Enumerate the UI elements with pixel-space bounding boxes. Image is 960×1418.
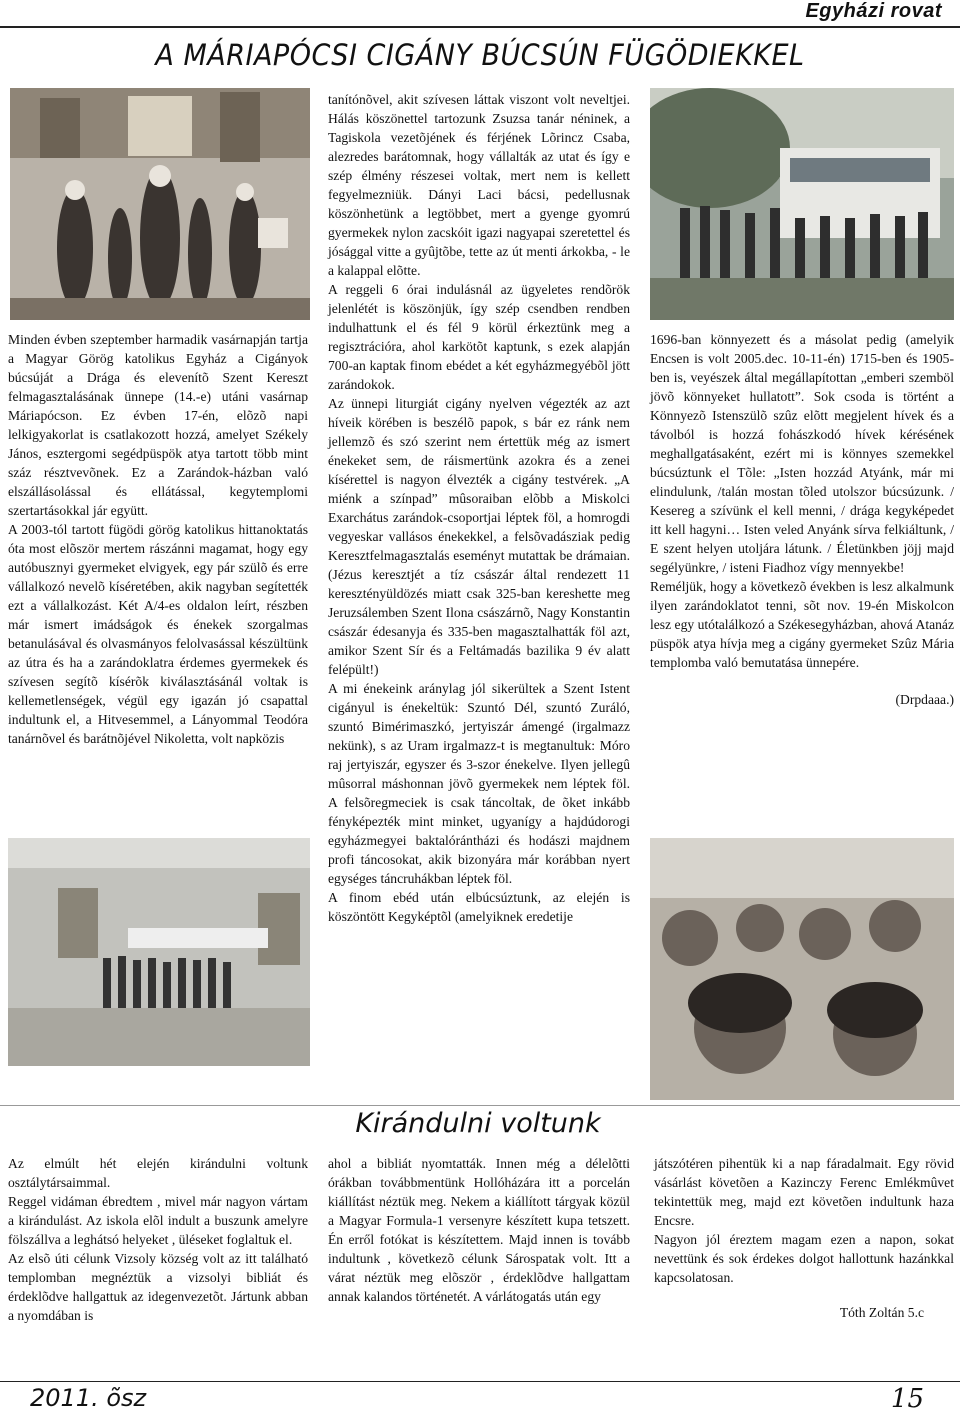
article1-col3-paragraph: Reméljük, hogy a következõ években is lesz alkalmunk ilyen zarándoklatot tenni, sõt nov. 19-én Miskolcon lesz egy utótalálkozó a Székesegyházban, ahová Atanáz püspök atya hívja meg a cigány gyermeket Szûz Mária templomba való bemutatása ünnepére. — [650, 579, 954, 670]
article1-signature: (Drpdaaa.) — [895, 692, 954, 707]
article2-col1-paragraph: Az elsõ úti célunk Vizsoly község volt az itt található templomban megnéztük a vizsolyi bibliát és érdeklõdve hallgattuk az idegenvezetõt. Jártunk abban a nyomdában is — [8, 1251, 308, 1323]
article2-column1 — [8, 1154, 308, 1325]
section-label: Egyházi rovat — [805, 0, 942, 22]
article2-column3 — [654, 1154, 954, 1322]
article2-column2 — [328, 1154, 630, 1306]
article2-col2-paragraph: ahol a bibliát nyomtatták. Innen még a délelõtti órákban továbbmentünk Hollóházára itt a porcelán kiállítást néztük meg. Nekem a kiállított tárgyak közül a Magyar Formula-1 versenyre készített kupa tetszett. Én erről fotókat is készítettem. Majd innen is tovább indultunk , következõ célunk Sárospatak volt. Itt a várat néztük meg elõször , érdeklõdve hallgattam annak kalandos történetét. A várlátogatás után egy — [328, 1156, 630, 1304]
children-photo — [650, 838, 954, 1100]
article2-col1-paragraph: Az elmúlt hét elején kirándulni voltunk osztálytársaimmal. — [8, 1156, 308, 1190]
article1-col3-paragraph: 1696-ban könnyezett és a másolat pedig (amelyik Encsen is volt 2005.dec. 10-11-én) 1715-ben és 1905-ben is, veyészek által megállapítottan „emberi szemböl jövõ könnyeket hullatott”. Sok csoda is történt a Könnyezõ Istenszülõ szûz elõtt megjelent hívek és a távolból is hozzá fohászkodó hívek kérésének meghallgatásaként, ezért mi is könnyes szemekkel búcsúztunk el Tõle: „Isten hozzád Atyánk, már mi elindulunk, /talán mostan tõled utolszor búcsúzunk. / Kesereg a szívünk el kell menni, / drága kegyképedet itt kell hagyni… Isten veled Anyánk sírva felkiáltunk, / E szent helyen utoljára látunk. / Életünkben jöjj majd segélyünkre, / isteni Fiadhoz vígy mennyekbe! — [650, 332, 954, 575]
courtyard-image — [8, 838, 310, 1066]
section-divider — [0, 1105, 960, 1106]
article1-column1 — [8, 330, 308, 748]
article1-col2-paragraph: A mi énekeink aránylag jól sikerültek a Szent Istent cigányul is énekeltük: Szuntó Dél, szuntó Zuráló, szuntó Bimérimaszkó, jertyiszár ámengé (irgalmazz nekünk), s az Uram irgalmazz-t is megtanultuk: Móro raj jertyiszár, egyszer és 3-szor énekelve. Ilyen jellegû mûsorral máshonnan jövõ gyermekek nem léptek föl. A felsõregmeciek is csak táncoltak, de õket inkább fényképezték mint minket, ugyanígy a hajdúdorogi egyházmegyei baktalórántházi és hodászi majdnem profi táncosokat, akik bizonyára már korábban nyert egységes táncruhákban léptek föl. — [328, 681, 630, 886]
article1-col1-paragraph: A 2003-tól tartott fügödi görög katolikus hittanoktatás óta most elõször mertem rászánni magamat, hogy egy autóbusznyi gyermeket elvigyek, egy pár szülõ és erre vállalkozó nevelõ kíséretében, akik nagyban segítették ezt a vállalkozást. Két A/4-es oldalon leírt, részben már ismert imádságok és énekek szorgalmas betanulásával és olvasmányos felolvasással készültünk az útra és ha a zarándoklatra érdemes gyermekek és szívesen segítõ kísérõk kiválasztásánál voltak is kellemetlenségek, végül egy igazán jó csapattal indultunk el, a Hitvesemmel, a Lányommal Teodóra tanárnõvel és barátnõjével Nikoletta, volt napközis — [8, 522, 308, 746]
footer-divider — [0, 1381, 960, 1382]
church-interior-photo — [10, 88, 310, 320]
group-bus-image — [650, 88, 954, 320]
article1-col2-paragraph: Az ünnepi liturgiát cigány nyelven végezték az azt híveik körében is beszélõ papok, s bár ez ránk nem jellemzõ és szó szerint nem értettük még az ismert énekeket sem, de ráismertünk azokra és a zenei kísérettel is nagyon élvezték a cigány testvérek. „A miénk a színpad” mûsoraiban elõbb a Miskolci Exarchátus zarándok-csoportjai léptek föl, a homrogdi vegyeskar vallásos énekekkel, a felsõvadásziak pedig Keresztfelmagasztalás eseményt mutattak be drámaian. (Jézus keresztjét a tíz császár által rendezett 11 keresztényüldözés miatt csak 325-ban kereshette meg Jeruzsálemben Szent Ilona császárnõ, Nagy Konstantin császár édesanyja és 335-ben magasztalhatták föl azt, amikor Szent Sír és a Feltámadás bazilika 9 év alatt felépült!) — [328, 396, 630, 677]
article2-col3-paragraph: játszótéren pihentük ki a nap fáradalmait. Egy rövid vásárlást követõen a Kazinczy Ferenc Emlékmûvet tekintettük meg, majd ezt követõen indultunk haza Encsre. — [654, 1156, 954, 1228]
article1-col2-paragraph: A finom ebéd után elbúcsúztunk, az elején is köszöntött Kegyképtõl (amelyiknek eredetije — [328, 890, 630, 924]
article1-column3 — [650, 330, 954, 709]
article1-col1-paragraph: Minden évben szeptember harmadik vasárnapján tartja a Magyar Görög katolikus Egyház a Cigányok búcsúját a Drága és elevenítõ Szent Kereszt felmagasztalásának ünnepe (14.-e) utáni vasárnap Máriapócson. Ez évben 17-én, elõzõ napi lelkigyakorlat is csatlakozott hozzá, amelyet Székely János, esztergomi segédpüspök atya tartott több mint száz résztvevõnek. Ez a Zarándok-házban való elszállásolással és ellátással, kegytemplomi szertartásokkal jár együtt. — [8, 332, 308, 518]
article-title: A MÁRIAPÓCSI CIGÁNY BÚCSÚN FÜGÖDIEKKEL — [155, 38, 805, 73]
church-interior-image — [10, 88, 310, 320]
page-number: 15 — [890, 1384, 924, 1414]
children-image — [650, 838, 954, 1100]
group-bus-photo — [650, 88, 954, 320]
article2-col3-paragraph: Nagyon jól éreztem magam ezen a napon, sokat nevettünk és sok érdekes dolgot hallottunk hazánkkal kapcsolatosan. — [654, 1232, 954, 1285]
article1-column2 — [328, 90, 630, 926]
top-divider — [0, 26, 960, 28]
article1-col2-paragraph: tanítónõvel, akit szívesen láttak viszont volt neveltjei. Hálás köszönettel tartozunk Zsuzsa tanár néninek, a Tagiskola vezetõjének és férjének Lõrincz Csaba, alezredes barátomnak, hogy vállalták az utat és így e szép élmény részesei voltak, mert nem is kellett fegyelmezniük. Dányi Laci bácsi, pedellusnak köszönhetünk a legtöbbet, mert a gyenge gyomrú gyermekek nylon zacskóit igazi nagyapai szeretettel és jósággal vitte a gyûjtõbe, tette az út menti árkokba, - le a kalappal elõtte. — [328, 92, 630, 278]
article2-col1-paragraph: Reggel vidáman ébredtem , mivel már nagyon vártam a kirándulást. Az iskola elõl indult a buszunk amelyre fölszállva a leghátsó helyeket , üléseket foglaltuk el. — [8, 1194, 308, 1247]
article2-title: Kirándulni voltunk — [355, 1108, 601, 1139]
courtyard-photo — [8, 838, 310, 1066]
article2-signature: Tóth Zoltán 5.c — [839, 1305, 924, 1320]
issue-label: 2011. õsz — [30, 1384, 147, 1412]
article1-col2-paragraph: A reggeli 6 órai indulásnál az ügyeletes rendõrök jelenlétét is köszönjük, így szép csendben rendben indulhattunk el és fél 9 körül érkeztünk meg a regisztrációra, ahol karkötõt kaptunk, s ezek alapján 700-an kaptak finom ebédet a két egyházmegyébõl jött zarándokok. — [328, 282, 630, 392]
